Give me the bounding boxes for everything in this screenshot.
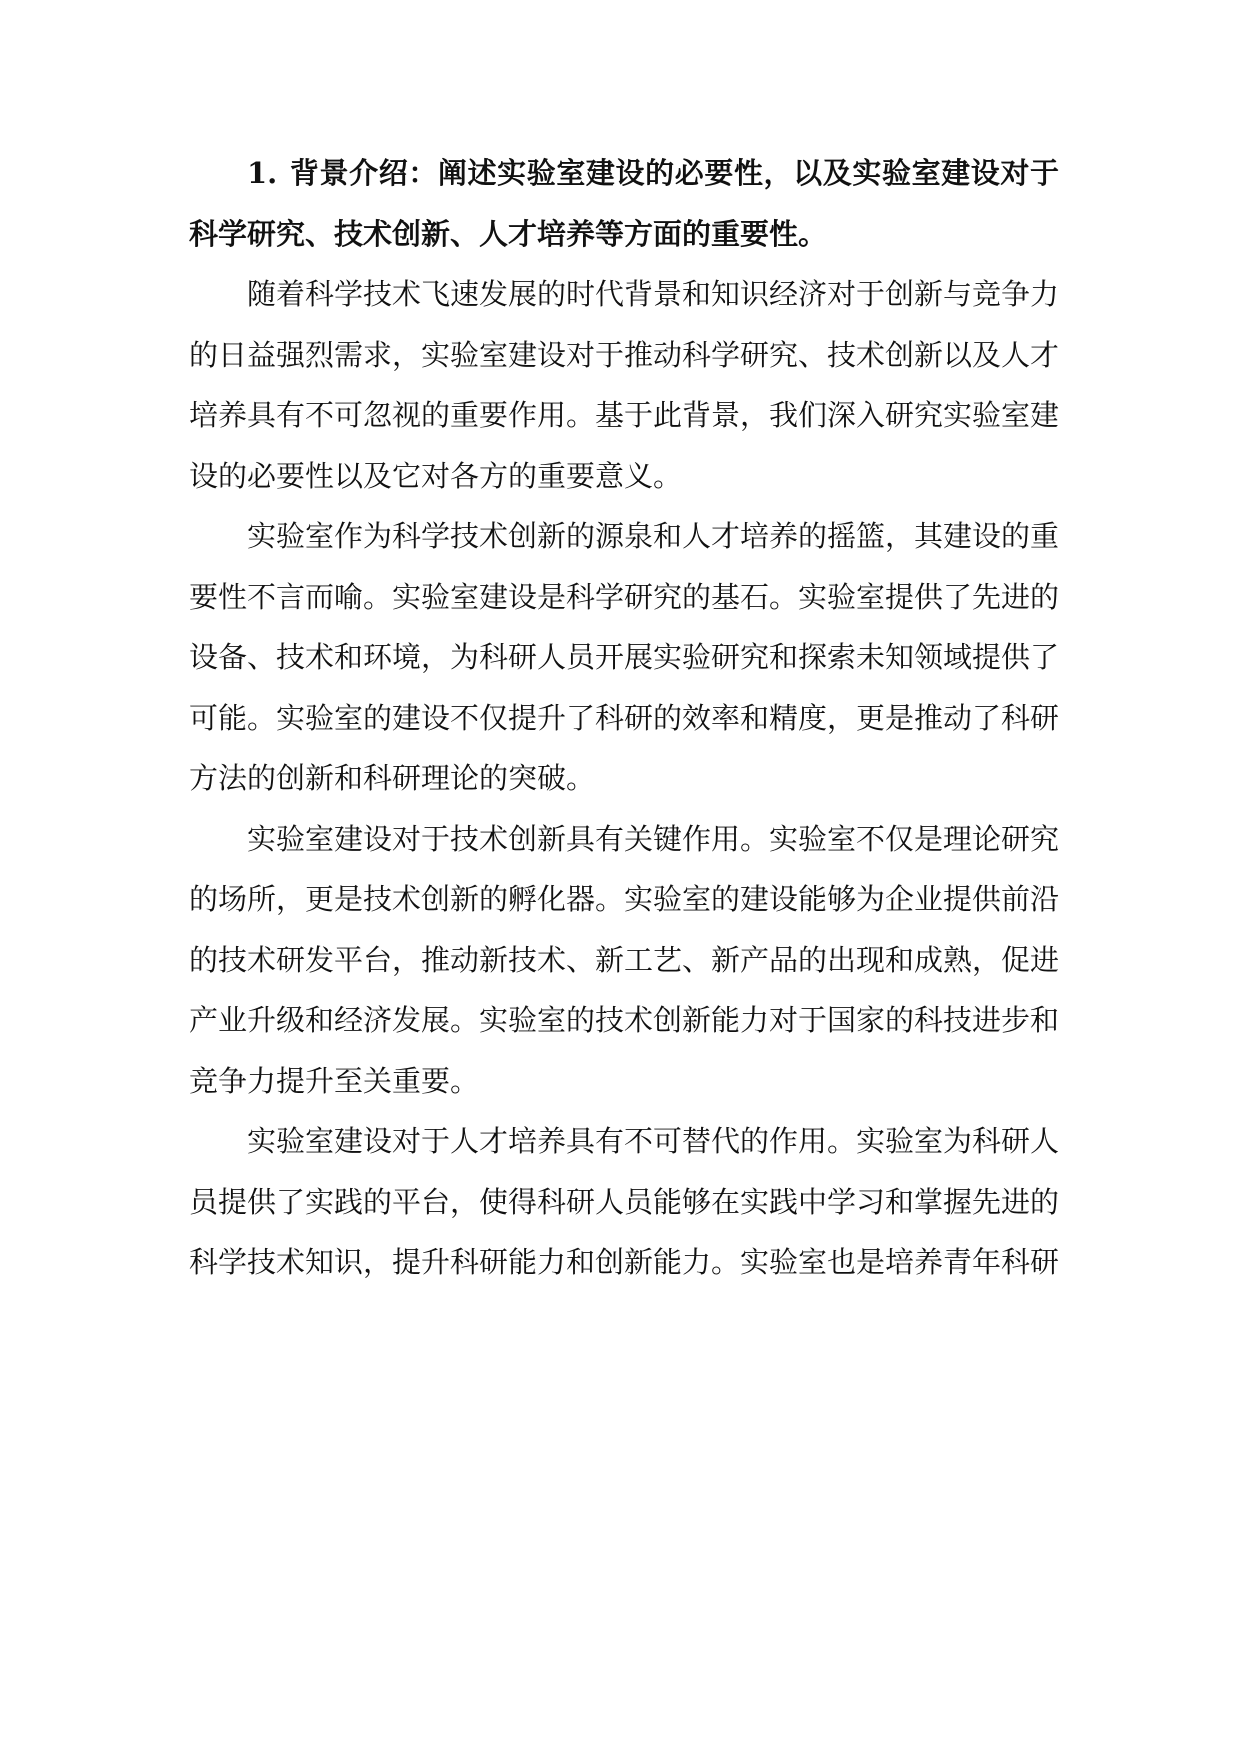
- paragraph-research: 实验室作为科学技术创新的源泉和人才培养的摇篮，其建设的重要性不言而喻。实验室建设是科学研究的基石。实验室提供了先进的设备、技术和环境，为科研人员开展实验研究和探索未知领域提供了可能。实验室的建设不仅提升了科研的效率和精度，更是推动了科研方法的创新和科研理论的突破。: [189, 519, 1060, 795]
- section-number: 1.: [247, 156, 278, 190]
- paragraph-innovation: 实验室建设对于技术创新具有关键作用。实验室不仅是理论研究的场所，更是技术创新的孵化器。实验室的建设能够为企业提供前沿的技术研发平台，推动新技术、新工艺、新产品的出现和成熟，促进产业升级和经济发展。实验室的技术创新能力对于国家的科技进步和竞争力提升至关重要。: [189, 821, 1060, 1098]
- document-body: [189, 143, 1059, 1293]
- section-heading: [189, 143, 1059, 264]
- paragraph-talent: 实验室建设对于人才培养具有不可替代的作用。实验室为科研人员提供了实践的平台，使得科研人员能够在实践中学习和掌握先进的科学技术知识，提升科研能力和创新能力。实验室也是培养青年科研: [189, 1124, 1060, 1279]
- paragraph-background: 随着科学技术飞速发展的时代背景和知识经济对于创新与竞争力的日益强烈需求，实验室建设对于推动科学研究、技术创新以及人才培养具有不可忽视的重要作用。基于此背景，我们深入研究实验室建设的必要性以及它对各方的重要意义。: [189, 277, 1060, 493]
- section-heading-text: 背景介绍：阐述实验室建设的必要性，以及实验室建设对于科学研究、技术创新、人才培养等方面的重要性。: [189, 156, 1059, 251]
